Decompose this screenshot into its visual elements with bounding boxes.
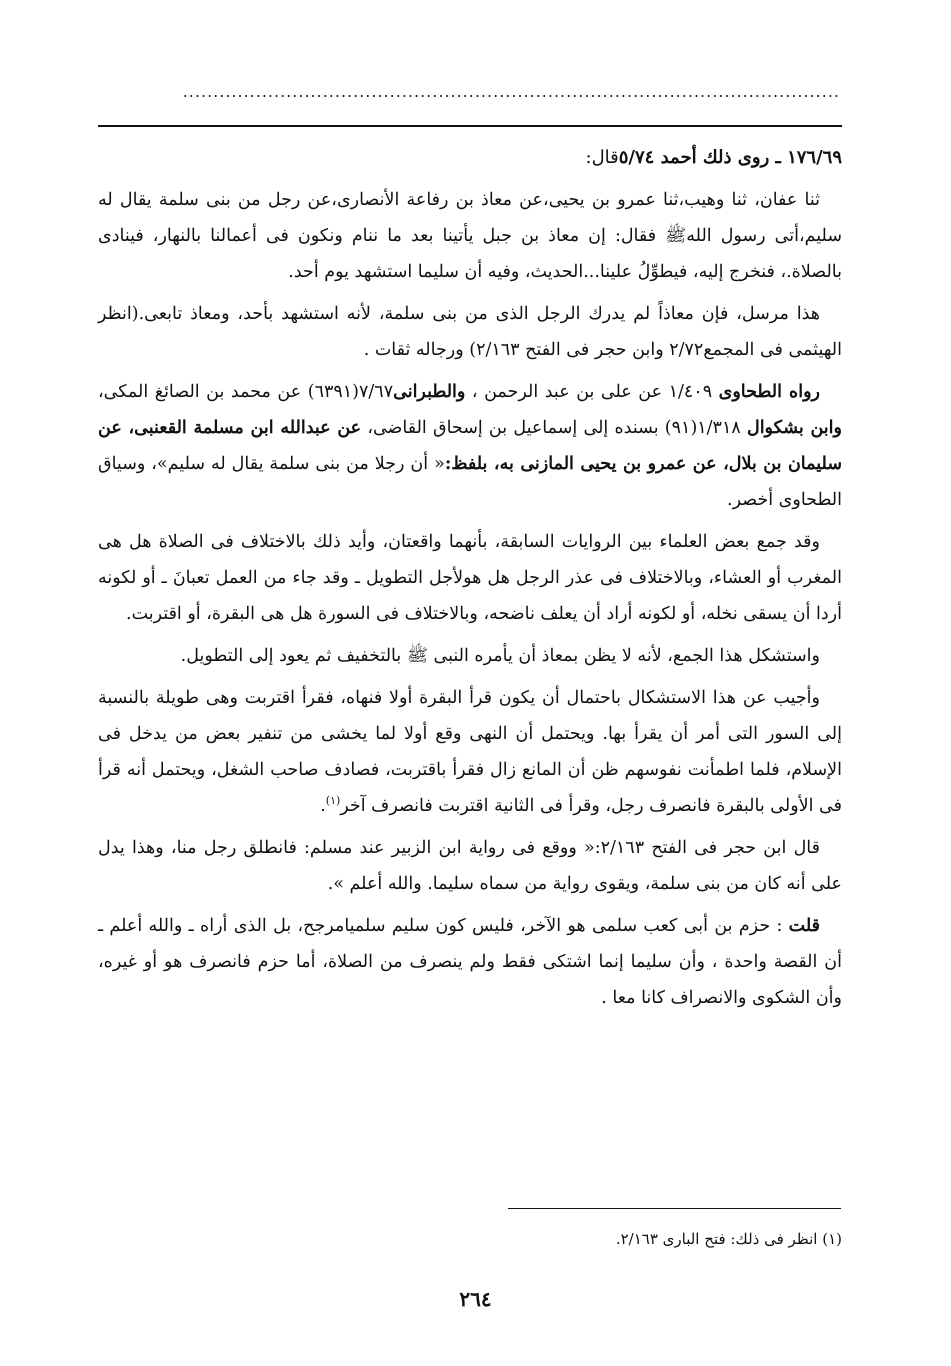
takhrij-text-1: ١/٤٠٩ عن على بن عبد الرحمن ، xyxy=(465,382,719,402)
takhrij-bold-4: عن عبدالله ابن مسلمة القعنبى، عن سليمان بن بلال، عن عمرو بن يحيى المازنى به، بلفظ: xyxy=(98,418,842,474)
takhrij-text-3: ١/٣١٨(٩١) بسنده إلى إسماعيل بن إسحاق القاضى، xyxy=(361,418,747,438)
answer-end: . xyxy=(320,796,326,816)
footnote-rule xyxy=(508,1208,841,1209)
paragraph-mursal: هذا مرسل، فإن معاذاً لم يدرك الرجل الذى من بنى سلمة، لأنه استشهد بأحد، ومعاذ تابعى.(انظر الهيثمى فى المجمع٢/٧٢ وابن حجر فى الفتح ٢/١٦٣) ورجاله ثقات . xyxy=(98,304,842,360)
takhrij-text-4: « أن رجلا من بنى سلمة يقال له سليم»، وسياق الطحاوى أخصر. xyxy=(98,454,842,510)
paragraph-ibn-hajar: قال ابن حجر فى الفتح ٢/١٦٣:« ووقع فى رواية ابن الزبير عند مسلم: فانطلق رجل منا، وهذا يدل على أنه كان من بنى سلمة، ويقوى رواية من سماه سليما. والله أعلم ». xyxy=(98,838,842,894)
takhrij-bold-3: وابن بشكوال xyxy=(746,418,842,438)
qultu-label: قلت xyxy=(788,916,820,936)
paragraph-qultu xyxy=(98,908,842,1016)
footnote-marker: (١) xyxy=(325,794,341,808)
paragraph-isnad: ثنا عفان، ثنا وهيب،ثنا عمرو بن يحيى،عن معاذ بن رفاعة الأنصارى،عن رجل من بنى سلمة يقال له سليم،أتى رسول اللهﷺ فقال: إن معاذ بن جبل يأتينا بعد ما ننام ونكون فى أعمالنا بالنهار، فينادى بالصلاة.، فنخرج إليه، فيطوِّلُ علينا...الحديث، وفيه أن سليما استشهد يوم أحد. xyxy=(98,190,842,282)
paragraph-istishkal: واستشكل هذا الجمع، لأنه لا يظن بمعاذ أن يأمره النبى ﷺ بالتخفيف ثم يعود إلى التطويل. xyxy=(180,646,820,666)
header-dotted-line: ............................................................................................................ xyxy=(182,82,840,101)
heading-suffix: قال: xyxy=(585,147,619,168)
paragraph-answer xyxy=(98,680,842,824)
page-number: ٢٦٤ xyxy=(459,1287,492,1311)
main-text xyxy=(98,140,842,1022)
takhrij-bold-2: والطبرانى xyxy=(393,382,466,402)
header-rule xyxy=(98,125,842,127)
footnote: (١) انظر فى ذلك: فتح البارى ٢/١٦٣. xyxy=(615,1230,842,1248)
paragraph-takhrij xyxy=(98,374,842,518)
answer-text: وأجيب عن هذا الاستشكال باحتمال أن يكون قرأ البقرة أولا فنهاه، فقرأ اقتربت وهى طويلة بالنسبة إلى السور التى أمر أن يقرأ بها. ويحتمل أن النهى وقع أولا لما يخشى من تنفير بعض من يدخل فى الإسلام، فلما اطمأنت نفوسهم ظن أن المانع زال فقرأ باقتربت، فصادف صاحب الشغل، ويحتمل أنه قرأ فى الأولى بالبقرة فانصرف رجل، وقرأ فى الثانية اقتربت فانصرف آخر xyxy=(98,688,842,816)
paragraph-jam: وقد جمع بعض العلماء بين الروايات السابقة، بأنهما واقعتان، وأيد ذلك بالاختلاف فى الصلاة هل هى المغرب أو العشاء، وبالاختلاف فى عذر الرجل هل هولأجل التطويل ـ وقد جاء من العمل تعبانَ ـ أو لكونه أردا أن يسقى نخله، أو لكونه أراد أن يعلف ناضحه، وبالاختلاف فى السورة هل هى البقرة، أو اقتربت. xyxy=(98,532,842,624)
hadith-number: ١٧٦/٦٩ ـ روى ذلك أحمد ٥/٧٤ xyxy=(618,147,842,168)
hadith-heading xyxy=(98,140,842,176)
takhrij-bold-1: رواه الطحاوى xyxy=(718,382,820,402)
qultu-text: : حزم بن أبى كعب سلمى هو الآخر، فليس كون سليم سلميامرجح، بل الذى أراه ـ والله أعلم ـ أن القصة واحدة ، وأن سليما إنما اشتكى فقط ولم ينصرف من الصلاة، أما حزم فانصرف هو أو غيره، وأن الشكوى والانصراف كانا معا . xyxy=(98,916,842,1008)
takhrij-text-2: ٧/٦٧(٦٣٩١) عن محمد بن الصائغ المكى، xyxy=(98,382,394,402)
